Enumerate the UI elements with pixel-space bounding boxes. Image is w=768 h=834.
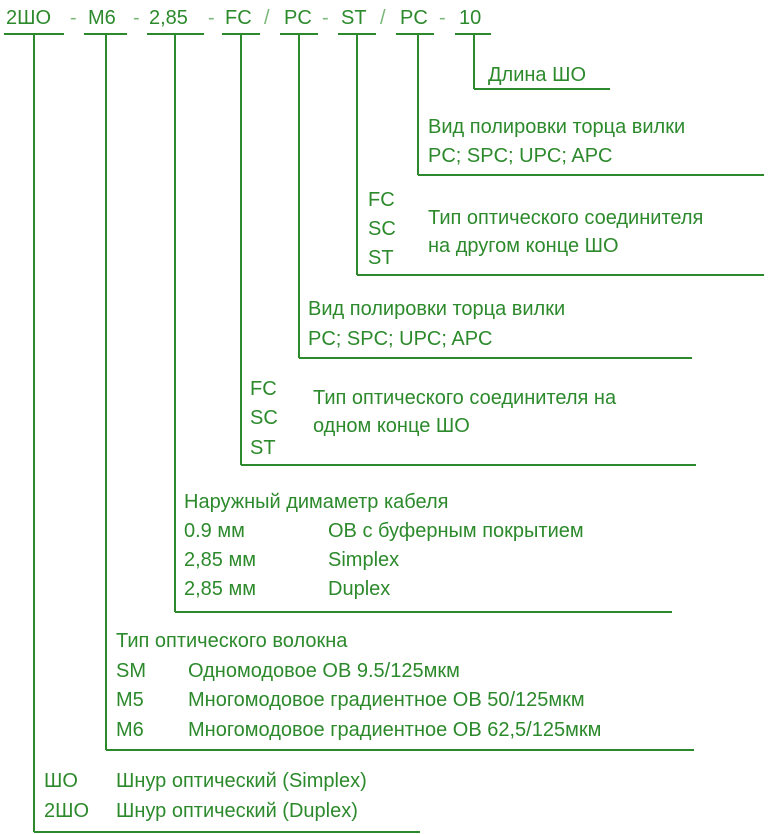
diameter-title: Наружный димаметр кабеля bbox=[184, 491, 449, 513]
connector2-type-fc: FC bbox=[368, 189, 395, 211]
code-segment-connector1: FC bbox=[225, 7, 252, 29]
connector2-type-sc: SC bbox=[368, 218, 396, 240]
connector1-type-st: ST bbox=[250, 437, 276, 459]
connector2-desc-line1: Тип оптического соединителя bbox=[428, 207, 704, 229]
diameter-size: 2,85 мм bbox=[184, 549, 256, 571]
connector2-desc-line2: на другом конце ШО bbox=[428, 235, 619, 257]
code-segment-polish2: PC bbox=[400, 7, 428, 29]
code-separator: - bbox=[133, 7, 140, 29]
polish1-title: Вид полировки торца вилки bbox=[308, 298, 566, 320]
code-segment-cord: 2ШО bbox=[6, 7, 52, 29]
diameter-size: 2,85 мм bbox=[184, 578, 256, 600]
code-separator: - bbox=[70, 7, 77, 29]
code-segment-length: 10 bbox=[459, 7, 482, 29]
connector2-type-st: ST bbox=[368, 247, 394, 269]
code-separator: - bbox=[322, 7, 329, 29]
cord-code: 2ШО bbox=[44, 800, 90, 822]
connector1-desc-line2: одном конце ШО bbox=[313, 415, 470, 437]
diameter-size: 0.9 мм bbox=[184, 520, 245, 542]
code-segment-polish1: PC bbox=[284, 7, 312, 29]
fiber-desc: Многомодовое градиентное ОВ 62,5/125мкм bbox=[188, 719, 602, 741]
polish1-options: PC; SPC; UPC; APC bbox=[308, 328, 493, 350]
connector1-type-fc: FC bbox=[250, 378, 277, 400]
diameter-desc: ОВ с буферным покрытием bbox=[328, 520, 584, 542]
cord-desc: Шнур оптический (Simplex) bbox=[116, 770, 367, 792]
code-segment-fiber: M6 bbox=[88, 7, 116, 29]
cord-desc: Шнур оптический (Duplex) bbox=[116, 800, 358, 822]
fiber-desc: Одномодовое ОВ 9.5/125мкм bbox=[188, 660, 460, 682]
code-separator: - bbox=[208, 7, 215, 29]
length-title: Длина ШО bbox=[488, 64, 586, 86]
polish2-options: PC; SPC; UPC; APC bbox=[428, 145, 613, 167]
fiber-desc: Многомодовое градиентное ОВ 50/125мкм bbox=[188, 689, 585, 711]
fiber-code: M5 bbox=[116, 689, 144, 711]
code-separator: / bbox=[264, 7, 270, 29]
diameter-desc: Duplex bbox=[328, 578, 391, 600]
code-segment-diameter: 2,85 bbox=[149, 7, 188, 29]
diameter-desc: Simplex bbox=[328, 549, 400, 571]
code-separator: / bbox=[380, 7, 386, 29]
connector1-desc-line1: Тип оптического соединителя на bbox=[313, 387, 617, 409]
fiber-code: M6 bbox=[116, 719, 144, 741]
code-separator: - bbox=[439, 7, 446, 29]
fiber-title: Тип оптического волокна bbox=[116, 630, 348, 652]
code-segment-connector2: ST bbox=[341, 7, 367, 29]
connector1-type-sc: SC bbox=[250, 407, 278, 429]
cord-code: ШО bbox=[44, 770, 78, 792]
polish2-title: Вид полировки торца вилки bbox=[428, 116, 686, 138]
fiber-code: SM bbox=[116, 660, 146, 682]
